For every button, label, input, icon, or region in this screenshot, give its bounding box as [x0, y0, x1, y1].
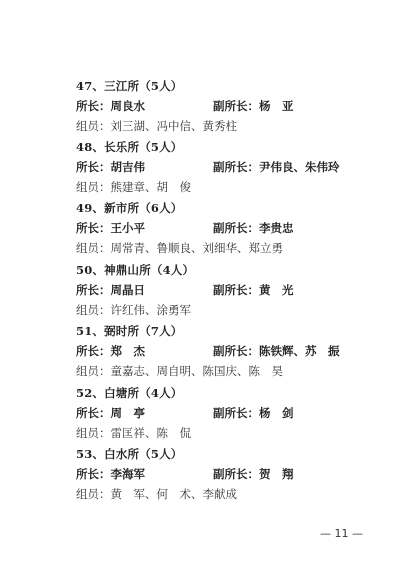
deputy-name: 副所长：贺 翔 [213, 467, 294, 481]
deputy-name: 副所长：杨 亚 [213, 99, 294, 113]
deputy-name: 副所长：尹伟良、朱伟玲 [213, 160, 340, 174]
chief-name: 所长：王小平 [76, 221, 145, 235]
chief-name: 所长：周良水 [76, 99, 145, 113]
leader-row [76, 464, 376, 484]
section-heading: 50、神鼎山所（4人） [76, 263, 195, 277]
section-baishui [76, 444, 376, 504]
chief-name: 所长：周晶日 [76, 283, 145, 297]
members-list: 组员：刘三湖、冯中信、黄秀柱 [76, 119, 237, 133]
page-number: — 11 — [320, 527, 363, 540]
chief-name: 所长：周 亭 [76, 406, 145, 420]
section-heading: 48、长乐所（5人） [76, 140, 183, 154]
section-bishi [76, 321, 376, 381]
leader-row [76, 280, 376, 300]
section-heading: 47、三江所（5人） [76, 79, 183, 93]
members-list: 组员：童嘉志、周自明、陈国庆、陈 昊 [76, 364, 283, 378]
section-heading: 51、弼时所（7人） [76, 324, 183, 338]
deputy-name: 副所长：陈铁辉、苏 振 [213, 344, 340, 358]
leader-row [76, 157, 376, 177]
leader-row [76, 218, 376, 238]
section-heading: 53、白水所（5人） [76, 447, 183, 461]
section-heading: 49、新市所（6人） [76, 201, 183, 215]
members-list: 组员：熊建章、胡 俊 [76, 180, 191, 194]
section-shendingshan [76, 260, 376, 320]
leader-row [76, 403, 376, 423]
section-xinshi [76, 198, 376, 258]
members-list: 组员：许红伟、涂勇军 [76, 303, 191, 317]
leader-row [76, 96, 376, 116]
deputy-name: 副所长：李贵忠 [213, 221, 294, 235]
members-list: 组员：黄 军、何 术、李献成 [76, 487, 237, 501]
chief-name: 所长：郑 杰 [76, 344, 145, 358]
members-list: 组员：周常青、鲁顺良、刘细华、郑立勇 [76, 241, 283, 255]
deputy-name: 副所长：黄 光 [213, 283, 294, 297]
section-baitang [76, 383, 376, 443]
members-list: 组员：雷匡祥、陈 侃 [76, 426, 191, 440]
chief-name: 所长：李海军 [76, 467, 145, 481]
section-sanjiang [76, 76, 376, 136]
section-heading: 52、白塘所（4人） [76, 386, 183, 400]
section-changle [76, 137, 376, 197]
leader-row [76, 341, 376, 361]
chief-name: 所长：胡吉伟 [76, 160, 145, 174]
deputy-name: 副所长：杨 剑 [213, 406, 294, 420]
